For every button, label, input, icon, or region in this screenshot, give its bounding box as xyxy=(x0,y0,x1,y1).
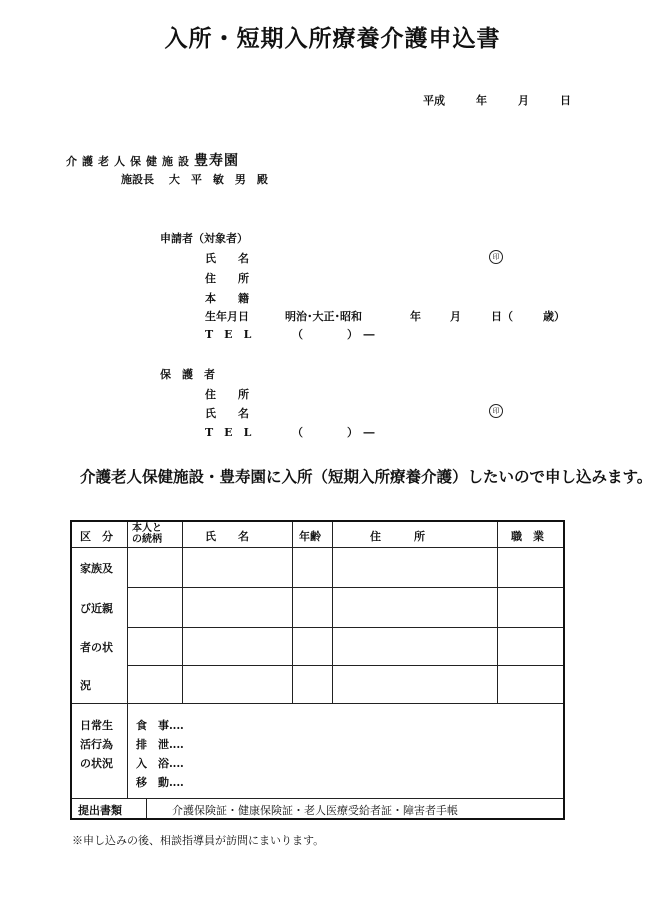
applicant-birth-day: 日（ xyxy=(491,310,513,323)
date-month: 月 xyxy=(518,94,529,107)
applicant-name-label: 氏 名 xyxy=(205,252,249,265)
header-category: 区 分 xyxy=(80,530,113,543)
applicant-heading: 申請者（対象者） xyxy=(160,232,248,245)
applicant-birth-year: 年 xyxy=(410,310,421,323)
facility-type: 介護老人保健施設 xyxy=(66,155,194,168)
form-title: 入所・短期入所療養介護申込書 xyxy=(164,25,501,52)
date-line xyxy=(0,92,665,108)
table-col-divider xyxy=(182,522,183,703)
table-row-divider xyxy=(72,547,563,548)
applicant-seal-icon: 印 xyxy=(489,250,503,264)
date-year: 年 xyxy=(476,94,487,107)
table-col-divider xyxy=(332,522,333,703)
daily-item-bathing: 入 浴‥‥ xyxy=(136,757,184,770)
table-col-divider xyxy=(146,798,147,818)
header-relation: 本人と の続柄 xyxy=(132,523,162,545)
table-row-divider xyxy=(72,703,563,704)
guardian-name-label: 氏 名 xyxy=(205,407,249,420)
facility-name: 豊寿園 xyxy=(194,153,239,169)
daily-item-meal: 食 事‥‥ xyxy=(136,719,184,732)
director-line: 施設長 大 平 敏 男 殿 xyxy=(121,173,268,186)
table-col-divider xyxy=(497,522,498,703)
applicant-birth-label: 生年月日 xyxy=(205,310,249,323)
guardian-address-label: 住 所 xyxy=(205,388,249,401)
docs-value: 介護保険証・健康保険証・老人医療受給者証・障害者手帳 xyxy=(172,804,458,817)
daily-item-excretion: 排 泄‥‥ xyxy=(136,738,184,751)
table-col-divider xyxy=(292,522,293,703)
facility-line xyxy=(66,150,239,170)
guardian-seal-icon: 印 xyxy=(489,404,503,418)
guardian-heading: 保 護 者 xyxy=(160,368,215,381)
daily-label-line: の状況 xyxy=(80,757,113,770)
family-label-line: 家族及 xyxy=(80,562,113,575)
applicant-birth-age: 歳） xyxy=(543,310,565,323)
header-age: 年齢 xyxy=(299,530,321,543)
applicant-tel-field: （ ） ― xyxy=(292,328,375,341)
application-statement: 介護老人保健施設・豊寿園に入所（短期入所療養介護）したいので申し込みます。 xyxy=(80,467,653,486)
guardian-tel-label: T E L xyxy=(205,426,252,439)
family-label-line: び近親 xyxy=(80,602,113,615)
daily-label-line: 活行為 xyxy=(80,738,113,751)
header-name: 氏 名 xyxy=(205,530,249,543)
date-day: 日 xyxy=(560,94,571,107)
daily-label-line: 日常生 xyxy=(80,719,113,732)
table-col-divider xyxy=(127,522,128,798)
date-era: 平成 xyxy=(423,94,445,107)
header-occupation: 職 業 xyxy=(511,530,544,543)
applicant-birth-eras: 明治･大正･昭和 xyxy=(285,310,362,323)
header-address: 住 所 xyxy=(370,530,425,543)
family-label-line: 者の状 xyxy=(80,641,113,654)
applicant-domicile-label: 本 籍 xyxy=(205,292,249,305)
footnote: ※申し込みの後、相談指導員が訪問にまいります。 xyxy=(72,834,325,847)
applicant-birth-month: 月 xyxy=(450,310,461,323)
guardian-tel-field: （ ） ― xyxy=(292,426,375,439)
applicant-address-label: 住 所 xyxy=(205,272,249,285)
family-label-line: 況 xyxy=(80,679,91,692)
daily-item-mobility: 移 動‥‥ xyxy=(136,776,184,789)
applicant-tel-label: T E L xyxy=(205,328,252,341)
family-status-table xyxy=(70,520,565,820)
docs-label: 提出書類 xyxy=(78,804,122,817)
